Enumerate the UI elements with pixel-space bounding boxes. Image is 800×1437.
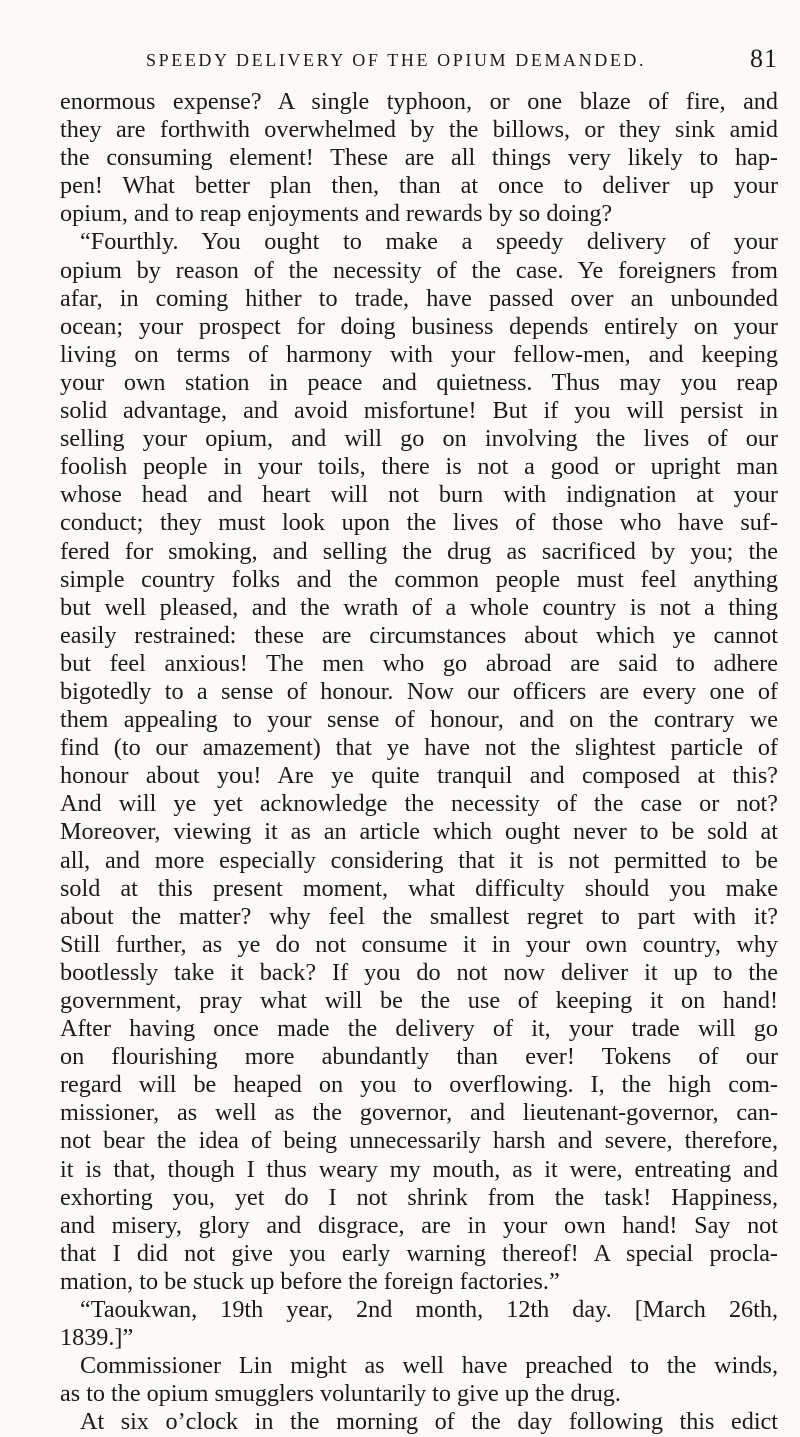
text-line: mation, to be stuck up before the foreign factories.” [60, 1267, 560, 1295]
text-line: bigotedly to a sense of honour. Now our officers are every one of [60, 677, 778, 705]
text-line: “Taoukwan, 19th year, 2nd month, 12th day. [March 26th, [80, 1296, 778, 1324]
text-line: all, and more especially considering that it is not permitted to be [60, 846, 778, 874]
page-header [60, 40, 778, 80]
text-line: And will ye yet acknowledge the necessity of the case or not? [60, 790, 778, 818]
text-line: about the matter? why feel the smallest regret to part with it? [60, 902, 778, 930]
text-line: but feel anxious! The men who go abroad are said to adhere [60, 649, 778, 677]
text-line: At six o’clock in the morning of the day following this edict [80, 1408, 778, 1436]
text-line: bootlessly take it back? If you do not now deliver it up to the [60, 958, 778, 986]
text-line: sold at this present moment, what difficulty should you make [60, 874, 778, 902]
text-line: simple country folks and the common people must feel anything [60, 565, 778, 593]
text-line: fered for smoking, and selling the drug as sacrificed by you; the [60, 537, 778, 565]
text-line: opium, and to reap enjoyments and rewards by so doing? [60, 200, 613, 228]
text-line: afar, in coming hither to trade, have passed over an unbounded [60, 284, 778, 312]
running-head: SPEEDY DELIVERY OF THE OPIUM DEMANDED. [146, 50, 647, 70]
text-line: easily restrained: these are circumstances about which ye cannot [60, 621, 778, 649]
text-line: but well pleased, and the wrath of a whole country is not a thing [60, 593, 778, 621]
text-line: solid advantage, and avoid misfortune! But if you will persist in [60, 397, 778, 425]
text-line: pen! What better plan then, than at once to deliver up your [60, 172, 778, 200]
text-line: the consuming element! These are all things very likely to hap- [60, 144, 778, 172]
text-line: them appealing to your sense of honour, and on the contrary we [60, 706, 778, 734]
text-line: as to the opium smugglers voluntarily to give up the drug. [60, 1380, 621, 1408]
text-line: enormous expense? A single typhoon, or one blaze of fire, and [60, 88, 778, 115]
body-text [60, 88, 778, 1437]
page-number: 81 [750, 44, 778, 73]
text-line: exhorting you, yet do I not shrink from the task! Happiness, [60, 1183, 778, 1211]
text-line: they are forthwith overwhelmed by the billows, or they sink amid [60, 116, 778, 144]
text-line: regard will be heaped on you to overflowing. I, the high com- [60, 1071, 778, 1099]
text-line: Moreover, viewing it as an article which ought never to be sold at [60, 818, 778, 846]
text-line: not bear the idea of being unnecessarily harsh and severe, therefore, [60, 1127, 778, 1155]
text-line: honour about you! Are ye quite tranquil and composed at this? [60, 762, 778, 790]
text-line: 1839.]” [60, 1324, 134, 1352]
text-line: your own station in peace and quietness. Thus may you reap [60, 368, 778, 396]
text-line: on flourishing more abundantly than ever! Tokens of our [60, 1043, 778, 1071]
text-line: Still further, as ye do not consume it in your own country, why [60, 930, 778, 958]
text-line: “Fourthly. You ought to make a speedy delivery of your [80, 228, 778, 256]
text-line: find (to our amazement) that ye have not the slightest particle of [60, 734, 778, 762]
text-line: After having once made the delivery of it, your trade will go [60, 1015, 778, 1043]
text-line: whose head and heart will not burn with indignation at your [60, 481, 778, 509]
text-line: Commissioner Lin might as well have preached to the winds, [80, 1352, 778, 1380]
text-line: and misery, glory and disgrace, are in your own hand! Say not [60, 1211, 778, 1239]
text-line: conduct; they must look upon the lives of those who have suf- [60, 509, 778, 537]
text-line: opium by reason of the necessity of the case. Ye foreigners from [60, 256, 778, 284]
book-page [60, 40, 778, 1437]
text-line: selling your opium, and will go on involving the lives of our [60, 425, 778, 453]
text-line: living on terms of harmony with your fellow-men, and keeping [60, 340, 778, 368]
text-line: that I did not give you early warning thereof! A special procla- [60, 1239, 778, 1267]
text-line: missioner, as well as the governor, and lieutenant-governor, can- [60, 1099, 778, 1127]
text-line: foolish people in your toils, there is not a good or upright man [60, 453, 778, 481]
text-line: ocean; your prospect for doing business depends entirely on your [60, 312, 778, 340]
text-line: government, pray what will be the use of keeping it on hand! [60, 987, 778, 1014]
text-line: it is that, though I thus weary my mouth, as it were, entreating and [60, 1155, 778, 1183]
